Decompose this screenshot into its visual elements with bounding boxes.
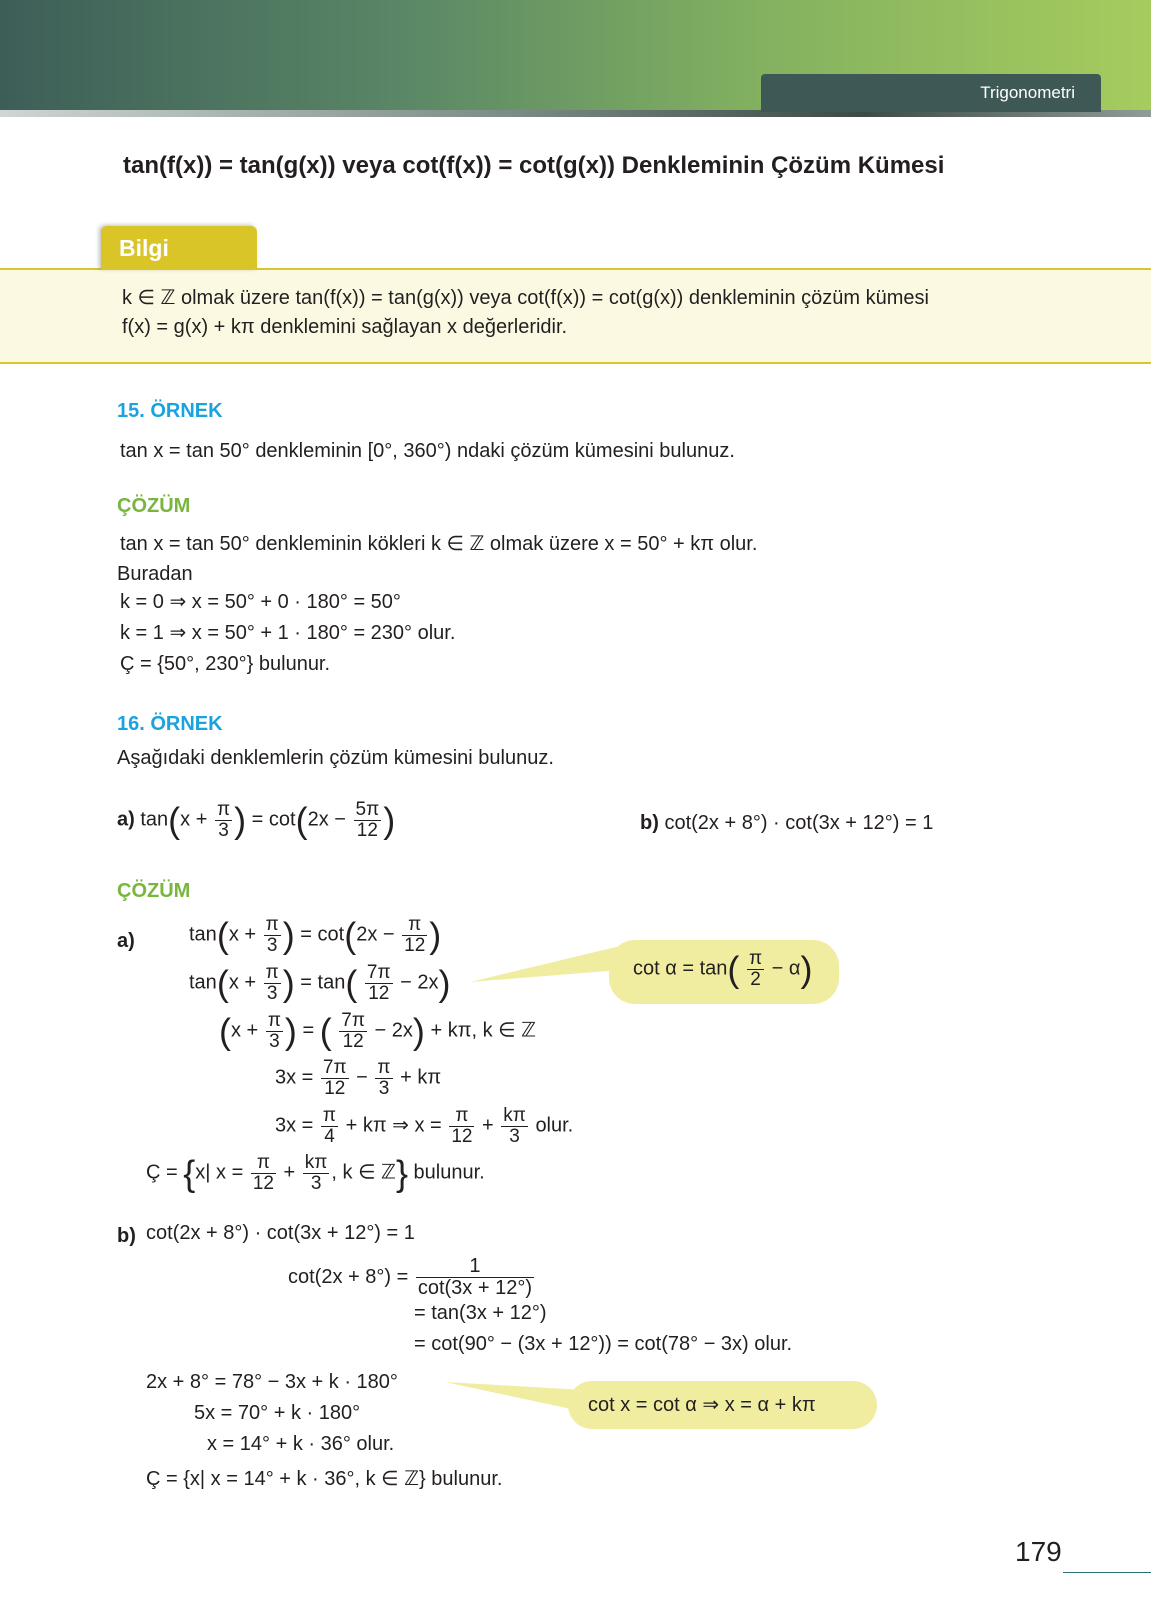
part-b-label: b) [640,812,659,834]
example-16-part-b [640,812,933,835]
fraction: $\frac{\pi}{3}$ [267,1010,281,1052]
solution-b-result: Ç = {x| x = 14° + k · 36°, k ∈ ℤ} bulunur. [146,1468,503,1490]
fraction: $\frac{7\pi}{12}$ [341,1010,365,1052]
solution-b-line-6: 5x = 70° + k · 180° [194,1402,361,1424]
solution-a-line-4: 3x = $\frac{7\pi}{12}$ − $\frac{\pi}{3}$ + kπ [275,1057,442,1099]
fraction: $\frac{\pi}{3}$ [265,962,279,1004]
x-plus: x + [180,808,208,831]
part-a-label: a) [117,808,135,831]
solution-a-result: Ç = {x| x = $\frac{\pi}{12}$ + $\frac{k\pi}{3}$ , k ∈ ℤ} bulunur. [146,1152,485,1194]
example-16-question: Aşağıdaki denklemlerin çözüm kümesini bulunuz. [117,747,554,769]
solution-16-label: ÇÖZÜM [117,880,191,902]
solution-15-label: ÇÖZÜM [117,495,191,517]
fraction: $\frac{\pi}{12}$ [252,1152,274,1194]
fraction: $\frac{5\pi}{12}$ [355,799,380,841]
solution-b-line-5: 2x + 8° = 78° − 3x + k · 180° [146,1371,398,1393]
fraction: $\frac{\pi}{3}$ [265,914,279,956]
solution-a-line-5: 3x = $\frac{\pi}{4}$ + kπ ⇒ x = $\frac{\pi}{12}$ + $\frac{k\pi}{3}$ olur. [275,1105,574,1147]
solution-a-line-3: (x + $\frac{\pi}{3}$ ) = ( $\frac{7\pi}{12}$ − 2x) + kπ, k ∈ ℤ [219,1010,537,1052]
solution-15-line-4: k = 1 ⇒ x = 50° + 1 · 180° = 230° olur. [120,622,456,644]
solution-a-line-1: tan(x + $\frac{\pi}{3}$ ) = cot(2x − $\frac{\pi}{12}$ ) [189,914,442,956]
info-line-1: k ∈ ℤ olmak üzere tan(f(x)) = tan(g(x)) veya cot(f(x)) = cot(g(x)) denkleminin çözüm kümesi [122,287,929,309]
fraction: $\frac{7\pi}{12}$ [322,1057,347,1099]
part-b-equation: cot(2x + 8°) · cot(3x + 12°) = 1 [664,812,934,834]
info-line-2: f(x) = g(x) + kπ denklemini sağlayan x değerleridir. [122,316,568,338]
callout-pointer [445,1378,585,1418]
page-number-rule [1063,1572,1151,1573]
solution-15-line-3: k = 0 ⇒ x = 50° + 0 · 180° = 50° [120,591,401,613]
solution-b-line-2: cot(2x + 8°) = $\frac{1}{\cot(3x + 12^\circ)}$ [288,1255,533,1299]
solution-b-label: b) [117,1225,136,1247]
fraction: $\frac{k\pi}{3}$ [503,1105,526,1147]
solution-a-label: a) [117,930,135,952]
fraction: $\frac{\pi}{12}$ [404,914,426,956]
fraction: $\frac{\pi}{12}$ [451,1105,473,1147]
solution-15-line-1: tan x = tan 50° denkleminin kökleri k ∈ ℤ olmak üzere x = 50° + kπ olur. [120,533,758,555]
solution-b-line-3: = tan(3x + 12°) [414,1302,547,1324]
equals-cot: = cot [251,808,296,831]
two-x-minus: 2x − [307,808,346,831]
example-15-label: 15. ÖRNEK [117,400,223,422]
solution-b-line-4: = cot(90° − (3x + 12°)) = cot(78° − 3x) olur. [414,1333,793,1355]
fraction: $\frac{7\pi}{12}$ [366,962,391,1004]
example-15-question: tan x = tan 50° denkleminin [0°, 360°) ndaki çözüm kümesini bulunuz. [120,440,735,462]
identity-bubble-2: cot x = cot α ⇒ x = α + kπ [568,1381,877,1429]
info-tab: Bilgi [101,226,257,270]
solution-a-line-2: tan(x + $\frac{\pi}{3}$ ) = tan( $\frac{7\pi}{12}$ − 2x) [189,962,451,1004]
fraction: $\frac{\pi}{2}$ [748,948,763,990]
example-16-label: 16. ÖRNEK [117,713,223,735]
example-16-part-a: a) tan(x + $\frac{\pi}{3}$ ) = cot(2x − $\frac{5\pi}{12}$ ) [117,799,396,841]
chapter-tab: Trigonometri [761,74,1101,112]
fraction: $\frac{1}{\cot(3x + 12^\circ)}$ [417,1255,533,1299]
fraction: $\frac{k\pi}{3}$ [304,1152,328,1194]
solution-b-line-7: x = 14° + k · 36° olur. [207,1433,395,1455]
identity-bubble: cot α = tan( $\frac{\pi}{2}$ − α) [609,940,839,1004]
fraction: $\frac{\pi}{3}$ [216,799,231,841]
page-number: 179 [1015,1536,1062,1567]
fraction: $\frac{\pi}{4}$ [322,1105,337,1147]
fraction: $\frac{\pi}{3}$ [377,1057,391,1099]
solution-15-result: Ç = {50°, 230°} bulunur. [120,653,331,675]
callout-pointer [470,940,620,986]
tan-text: tan [140,808,169,831]
solution-b-line-1: cot(2x + 8°) · cot(3x + 12°) = 1 [146,1222,415,1244]
section-title: tan(f(x)) = tan(g(x)) veya cot(f(x)) = cot(g(x)) Denkleminin Çözüm Kümesi [123,152,945,179]
solution-15-line-2: Buradan [117,563,193,585]
